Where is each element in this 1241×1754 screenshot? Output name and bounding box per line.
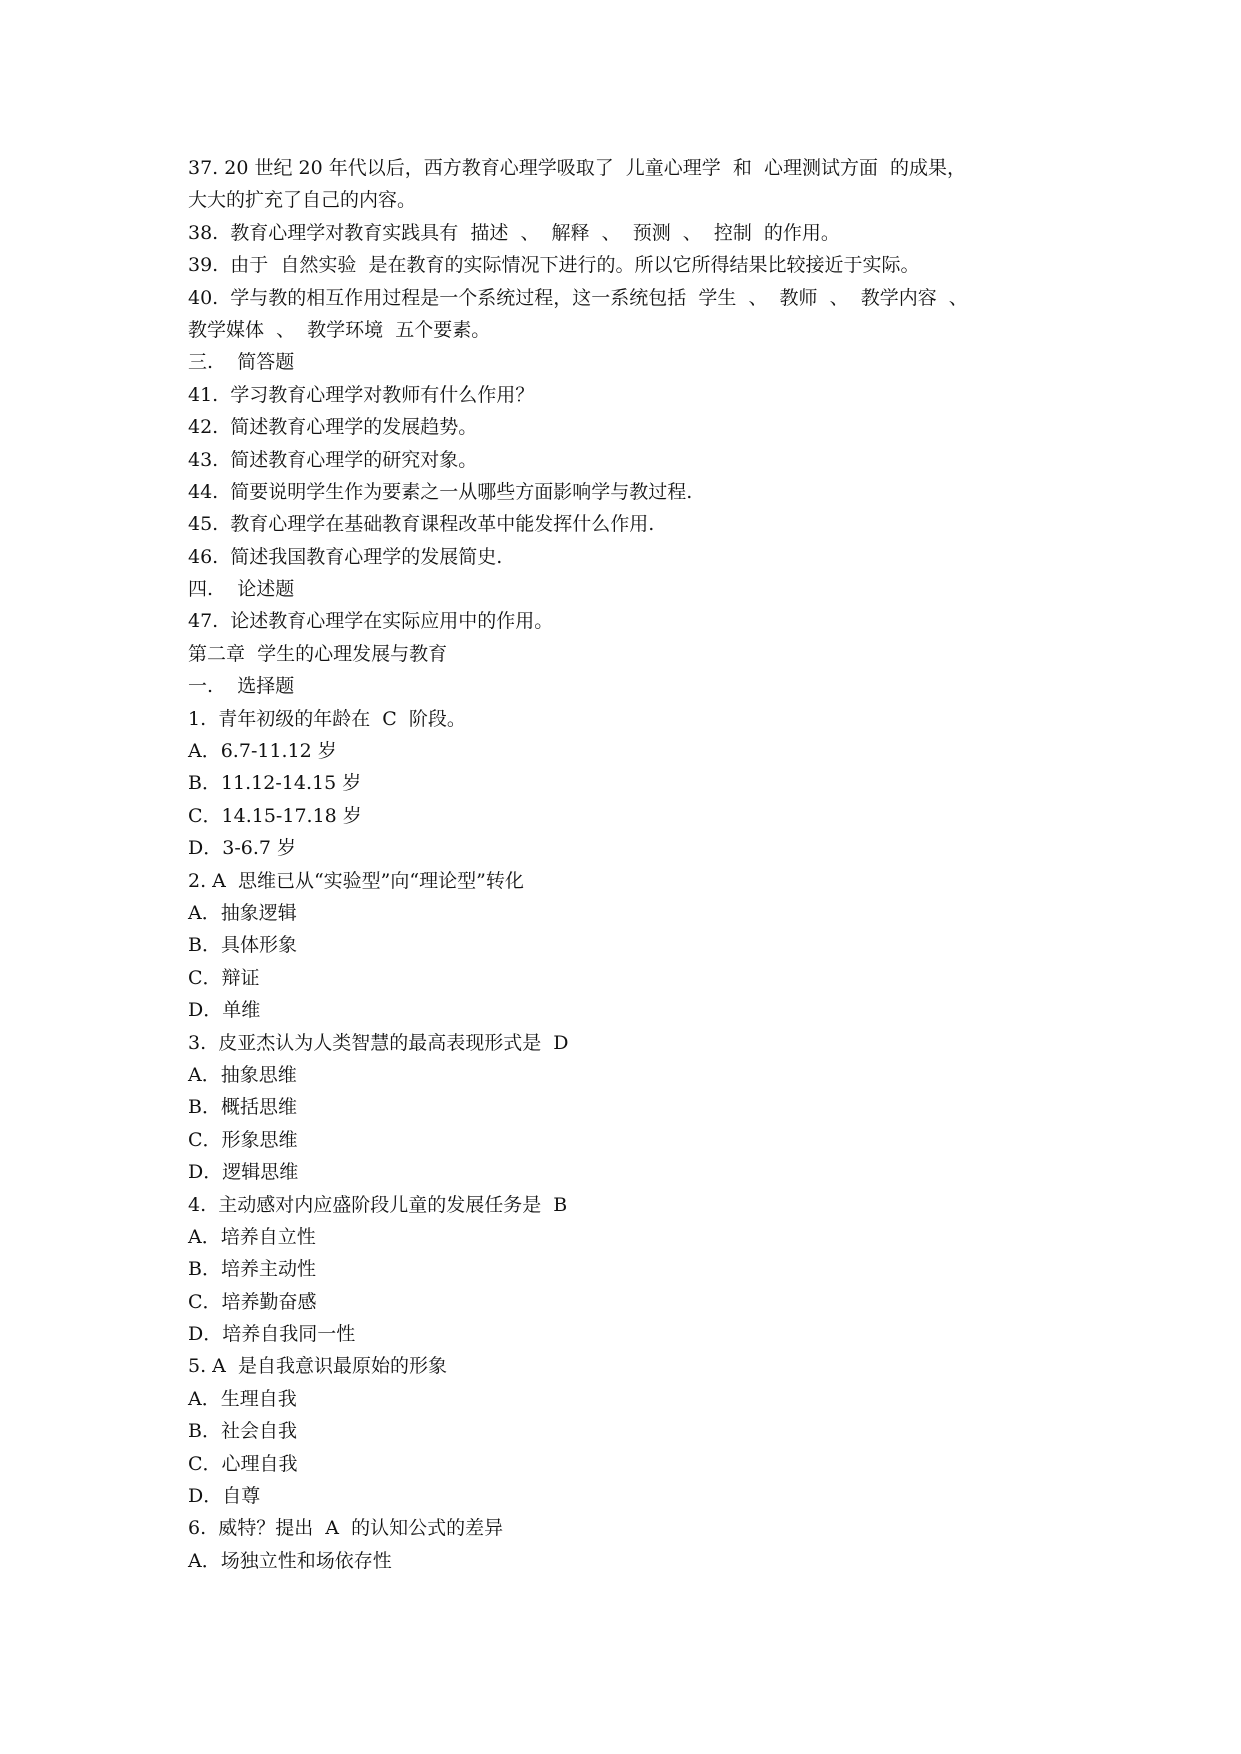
text-line: 教学媒体 、 教学环境 五个要素。 [188, 318, 491, 341]
text-line: 1. 青年初级的年龄在 C 阶段。 [188, 707, 466, 730]
text-line: 42. 简述教育心理学的发展趋势。 [188, 416, 478, 439]
text-line: A．场独立性和场依存性 [188, 1549, 392, 1572]
text-line: A．培养自立性 [188, 1225, 316, 1248]
text-line: 45. 教育心理学在基础教育课程改革中能发挥什么作用. [188, 513, 655, 536]
text-line: A．6.7-11.12 岁 [188, 740, 337, 763]
text-line: B．概括思维 [188, 1096, 297, 1119]
text-line: 46. 简述我国教育心理学的发展简史. [188, 545, 503, 568]
text-line: 44. 简要说明学生作为要素之一从哪些方面影响学与教过程. [188, 480, 693, 503]
text-line: A．抽象思维 [188, 1063, 297, 1086]
text-line: 37. 20 世纪 20 年代以后，西方教育心理学吸取了 儿童心理学 和 心理测试方面 的成果， [188, 157, 967, 179]
text-line: 6. 威特？提出 A 的认知公式的差异 [188, 1517, 504, 1540]
text-line: B．具体形象 [188, 934, 297, 957]
text-line: 四. 论述题 [188, 578, 295, 601]
text-line: C．心理自我 [188, 1452, 298, 1475]
text-line: 47. 论述教育心理学在实际应用中的作用。 [188, 610, 554, 633]
text-line: B．11.12-14.15 岁 [188, 772, 362, 795]
text-line: A．抽象逻辑 [188, 901, 297, 924]
text-line: D．3-6.7 岁 [188, 837, 296, 860]
text-line: 43. 简述教育心理学的研究对象。 [188, 448, 478, 471]
text-line: D．培养自我同一性 [188, 1323, 356, 1346]
text-line: D．逻辑思维 [188, 1161, 299, 1184]
text-line: C．14.15-17.18 岁 [188, 804, 362, 827]
text-line: 第二章 学生的心理发展与教育 [188, 642, 448, 665]
document-text-body [188, 152, 1068, 1577]
text-line: C．培养勤奋感 [188, 1290, 317, 1313]
text-line: B．培养主动性 [188, 1258, 316, 1281]
text-line: C．形象思维 [188, 1128, 298, 1151]
text-line: 5. A 是自我意识最原始的形象 [188, 1355, 447, 1378]
text-line: C．辩证 [188, 966, 260, 989]
text-line: 38. 教育心理学对教育实践具有 描述 、 解释 、 预测 、 控制 的作用。 [188, 221, 840, 244]
text-line: B．社会自我 [188, 1420, 297, 1443]
text-line: 大大的扩充了自己的内容。 [188, 189, 417, 212]
text-line: A．生理自我 [188, 1387, 297, 1410]
text-line: 3. 皮亚杰认为人类智慧的最高表现形式是 D [188, 1031, 569, 1054]
text-line: D．自尊 [188, 1485, 261, 1508]
text-line: 40. 学与教的相互作用过程是一个系统过程，这一系统包括 学生 、 教师 、 教学内容 、 [188, 286, 968, 309]
text-line: 2. A 思维已从“实验型”向“理论型”转化 [188, 869, 524, 892]
text-line: 三. 简答题 [188, 351, 295, 374]
text-line: 39. 由于 自然实验 是在教育的实际情况下进行的。所以它所得结果比较接近于实际。 [188, 254, 920, 277]
text-line: 41. 学习教育心理学对教师有什么作用？ [188, 383, 535, 406]
text-line: 一. 选择题 [188, 675, 295, 698]
text-line: 4. 主动感对内应盛阶段儿童的发展任务是 B [188, 1193, 568, 1216]
text-line: D．单维 [188, 999, 261, 1022]
